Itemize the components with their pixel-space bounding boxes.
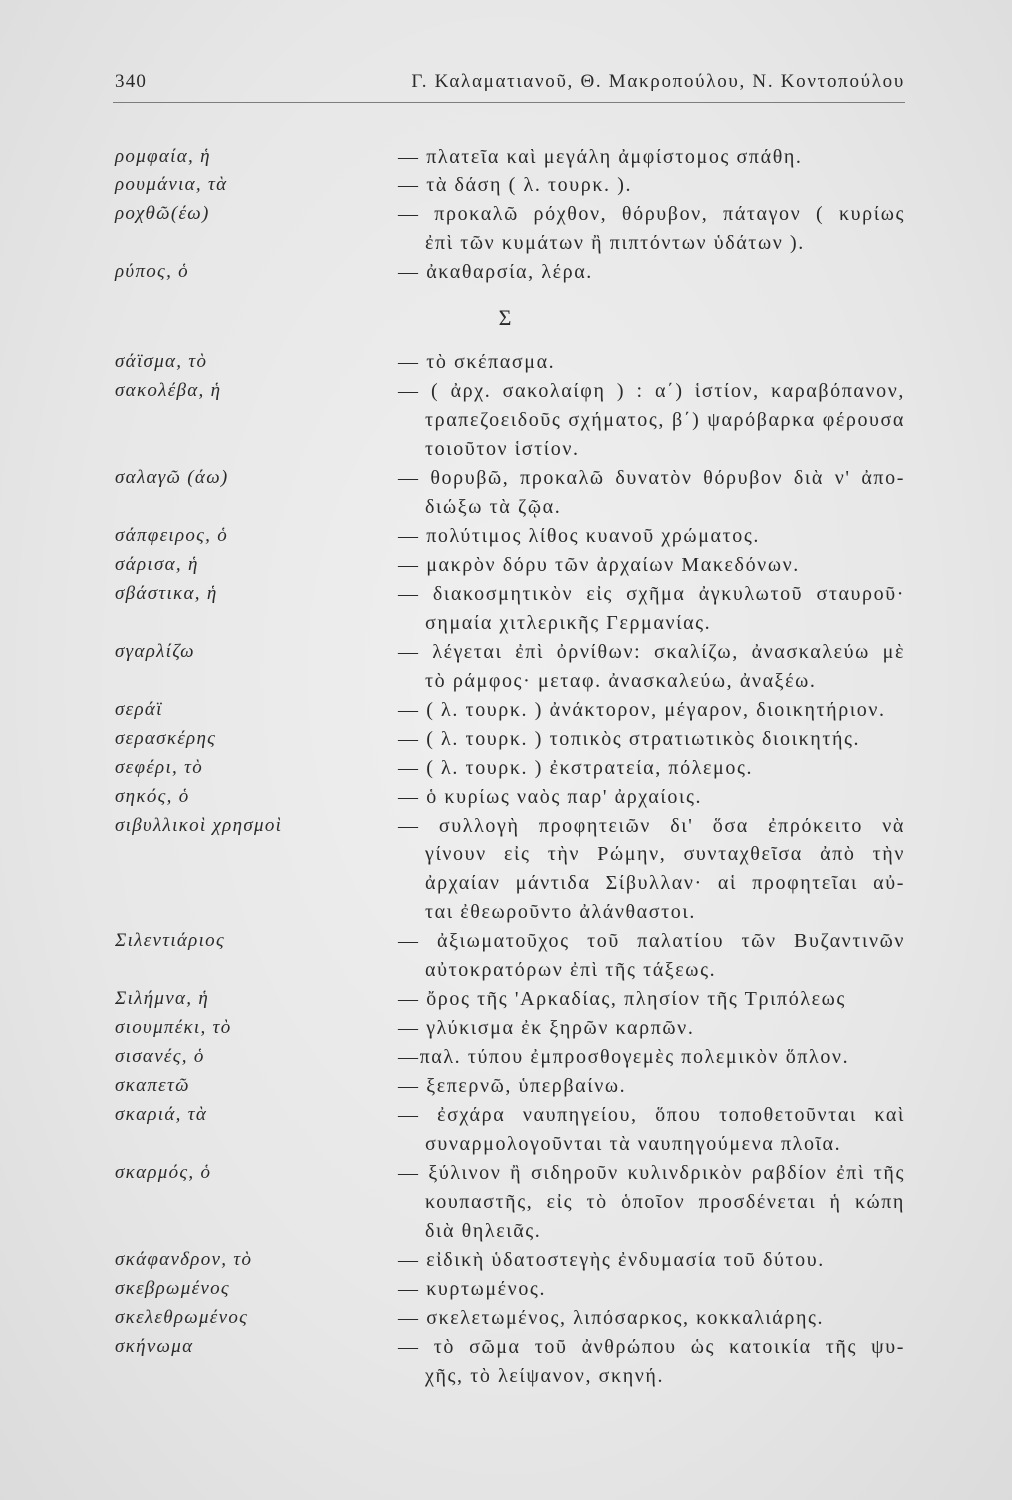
- glossary-entry: [115, 1304, 905, 1333]
- glossary-entry: [115, 696, 905, 725]
- definition-line: — τὸ σκέπασμα.: [398, 351, 556, 374]
- entry-definition: [398, 143, 905, 172]
- glossary-entry: [115, 348, 905, 377]
- definition-line: χῆς, τὸ λείψανον, σκηνή.: [425, 1364, 665, 1387]
- glossary-entry: [115, 1246, 905, 1275]
- entry-definition: [398, 348, 905, 377]
- entry-definition: [398, 783, 905, 812]
- entry-definition: [398, 1275, 905, 1304]
- entry-term: ρομφαία, ἡ: [115, 145, 211, 167]
- glossary-entry: [115, 754, 905, 783]
- entry-term: Σιλεντιάριος: [115, 930, 225, 952]
- entry-definition: [398, 171, 905, 200]
- glossary-entry: [115, 725, 905, 754]
- entry-definition: [398, 522, 905, 551]
- glossary-entry: [115, 927, 905, 985]
- definition-line: — ἀκαθαρσία, λέρα.: [398, 261, 593, 284]
- definition-line: αὐτοκρατόρων ἐπὶ τῆς τάξεως.: [425, 959, 717, 982]
- definition-line: — τὰ δάση ( λ. τουρκ. ).: [398, 174, 633, 197]
- definition-line: — ἀξιωματοῦχος τοῦ παλατίου τῶν Βυζαντινῶν: [398, 930, 905, 953]
- entry-term: σβάστικα, ἡ: [115, 582, 218, 604]
- entry-term: σιβυλλικοὶ χρησμοὶ: [115, 814, 283, 836]
- running-title: Γ. Καλαματιανοῦ, Θ. Μακροπούλου, Ν. Κοντοπούλου: [411, 71, 905, 92]
- definition-line: ται ἐθεωροῦντο ἀλάνθαστοι.: [425, 901, 696, 924]
- entry-definition: [398, 1072, 905, 1101]
- glossary-entry: [115, 783, 905, 812]
- glossary-entry: [115, 1333, 905, 1391]
- glossary-entry: [115, 1159, 905, 1246]
- entry-definition: [398, 638, 905, 696]
- header-rule: [113, 102, 905, 103]
- glossary-entry: [115, 1101, 905, 1159]
- glossary-entry: [115, 1014, 905, 1043]
- definition-line: — ( λ. τουρκ. ) ἀνάκτορον, μέγαρον, διοικητήριον.: [398, 698, 886, 721]
- definition-line: — μακρὸν δόρυ τῶν ἀρχαίων Μακεδόνων.: [398, 553, 800, 576]
- definition-line: — διακοσμητικὸν εἰς σχῆμα ἀγκυλωτοῦ σταυροῦ·: [398, 582, 905, 605]
- definition-line: σημαία χιτλερικῆς Γερμανίας.: [425, 611, 712, 634]
- page-number: 340: [115, 71, 148, 92]
- entry-definition: [398, 200, 905, 258]
- definition-line: τοιοῦτον ἱστίον.: [425, 438, 580, 461]
- entry-term: ροχθῶ(έω): [115, 203, 210, 225]
- entry-definition: [398, 1333, 905, 1391]
- entry-definition: [398, 1159, 905, 1246]
- entry-term: σερασκέρης: [115, 727, 217, 749]
- entry-definition: [398, 985, 905, 1014]
- entry-term: σηκός, ὁ: [115, 785, 190, 807]
- glossary-entry: [115, 143, 905, 172]
- entry-term: ρύπος, ὁ: [115, 261, 189, 283]
- entry-definition: [398, 464, 905, 522]
- entry-definition: [398, 754, 905, 783]
- glossary-entry: [115, 985, 905, 1014]
- glossary-entry: [115, 812, 905, 928]
- definition-line: γίνουν εἰς τὴν Ρώμην, συνταχθεῖσα ἀπὸ τὴν: [425, 843, 905, 866]
- entry-term: σιουμπέκι, τὸ: [115, 1017, 232, 1039]
- glossary: [115, 143, 905, 1391]
- glossary-entry: [115, 580, 905, 638]
- entry-definition: [398, 927, 905, 985]
- entry-term: σκάφανδρον, τὸ: [115, 1248, 253, 1270]
- definition-line: — ἐσχάρα ναυπηγείου, ὅπου τοποθετοῦνται καὶ: [398, 1104, 905, 1127]
- rho-entries: [115, 143, 905, 288]
- entry-definition: [398, 551, 905, 580]
- entry-definition: [398, 377, 905, 464]
- entry-definition: [398, 1043, 905, 1072]
- glossary-entry: [115, 464, 905, 522]
- entry-term: σκαρμός, ὁ: [115, 1161, 212, 1183]
- entry-term: σκήνωμα: [115, 1335, 194, 1357]
- definition-line: — εἰδικὴ ὑδατοστεγὴς ἐνδυμασία τοῦ δύτου.: [398, 1248, 825, 1271]
- definition-line: — τὸ σῶμα τοῦ ἀνθρώπου ὡς κατοικία τῆς ψυ-: [398, 1335, 905, 1358]
- entry-definition: [398, 812, 905, 928]
- definition-line: — πλατεῖα καὶ μεγάλη ἀμφίστομος σπάθη.: [398, 145, 803, 168]
- entry-term: σάρισα, ἡ: [115, 553, 199, 575]
- entry-definition: [398, 1101, 905, 1159]
- entry-term: σγαρλίζω: [115, 640, 195, 662]
- entry-definition: [398, 1246, 905, 1275]
- glossary-entry: [115, 258, 905, 287]
- definition-line: τραπεζοειδοῦς σχήματος, β΄) ψαρόβαρκα φέρουσα: [425, 409, 905, 432]
- glossary-entry: [115, 377, 905, 464]
- entry-term: σεφέρι, τὸ: [115, 756, 204, 778]
- section-letter-sigma: Σ: [498, 305, 512, 331]
- entry-term: σακολέβα, ἡ: [115, 380, 222, 402]
- definition-line: — ( λ. τουρκ. ) ἐκστρατεία, πόλεμος.: [398, 756, 754, 779]
- entry-definition: [398, 258, 905, 287]
- definition-line: — γλύκισμα ἐκ ξηρῶν καρπῶν.: [398, 1017, 695, 1040]
- definition-line: — πολύτιμος λίθος κυανοῦ χρώματος.: [398, 524, 760, 547]
- definition-line: — ὄρος τῆς 'Αρκαδίας, πλησίον τῆς Τριπόλεως: [398, 988, 846, 1011]
- entry-term: σάϊσμα, τὸ: [115, 351, 208, 373]
- entry-term: σκαπετῶ: [115, 1075, 190, 1097]
- definition-line: ἐπὶ τῶν κυμάτων ἢ πιπτόντων ὑδάτων ).: [425, 232, 805, 255]
- definition-line: διὰ θηλειᾶς.: [425, 1219, 542, 1242]
- definition-line: — ( ἀρχ. σακολαίφη ) : α΄) ἱστίον, καραβόπανον,: [398, 380, 905, 403]
- glossary-entry: [115, 638, 905, 696]
- definition-line: — ὁ κυρίως ναὸς παρ' ἀρχαίοις.: [398, 785, 703, 808]
- entry-definition: [398, 696, 905, 725]
- definition-line: διώξω τὰ ζῷα.: [425, 496, 562, 519]
- definition-line: — ξεπερνῶ, ὑπερβαίνω.: [398, 1075, 627, 1098]
- glossary-entry: [115, 551, 905, 580]
- definition-line: —παλ. τύπου ἐμπροσθογεμὲς πολεμικὸν ὅπλον.: [398, 1046, 850, 1069]
- sigma-entries: [115, 348, 905, 1390]
- glossary-entry: [115, 1275, 905, 1304]
- entry-definition: [398, 725, 905, 754]
- definition-line: ἀρχαίαν μάντιδα Σίβυλλαν· αἱ προφητεῖαι αὐ-: [425, 872, 905, 895]
- definition-line: — ( λ. τουρκ. ) τοπικὸς στρατιωτικὸς διοικητής.: [398, 727, 861, 750]
- definition-line: τὸ ράμφος· μεταφ. ἀνασκαλεύω, ἀναξέω.: [425, 669, 817, 692]
- definition-line: συναρμολογοῦνται τὰ ναυπηγούμενα πλοῖα.: [425, 1133, 842, 1155]
- entry-term: σαλαγῶ (άω): [115, 467, 229, 489]
- glossary-entry: [115, 200, 905, 258]
- definition-line: — σκελετωμένος, λιπόσαρκος, κοκκαλιάρης.: [398, 1306, 825, 1329]
- glossary-entry: [115, 1043, 905, 1072]
- entry-definition: [398, 1014, 905, 1043]
- entry-term: Σιλήμνα, ἡ: [115, 988, 210, 1010]
- glossary-entry: [115, 522, 905, 551]
- entry-term: σεράϊ: [115, 698, 163, 720]
- definition-line: — προκαλῶ ρόχθον, θόρυβον, πάταγον ( κυρίως: [398, 203, 905, 226]
- entry-term: σκελεθρωμένος: [115, 1306, 249, 1328]
- entry-definition: [398, 580, 905, 638]
- definition-line: κουπαστῆς, εἰς τὸ ὁποῖον προσδένεται ἡ κώπη: [425, 1190, 905, 1213]
- glossary-entry: [115, 171, 905, 200]
- definition-line: — συλλογὴ προφητειῶν δι' ὅσα ἐπρόκειτο νὰ: [398, 814, 905, 837]
- glossary-entry: [115, 1072, 905, 1101]
- entry-term: σκαριά, τὰ: [115, 1104, 208, 1126]
- entry-term: σάπφειρος, ὁ: [115, 524, 229, 546]
- entry-term: σκεβρωμένος: [115, 1277, 230, 1299]
- definition-line: — ξύλινον ἢ σιδηροῦν κυλινδρικὸν ραβδίον ἐπὶ τῆς: [398, 1161, 905, 1184]
- entry-definition: [398, 1304, 905, 1333]
- entry-term: ρουμάνια, τὰ: [115, 174, 228, 196]
- definition-line: — λέγεται ἐπὶ ὀρνίθων: σκαλίζω, ἀνασκαλεύω μὲ: [398, 640, 905, 663]
- definition-line: — θορυβῶ, προκαλῶ δυνατὸν θόρυβον διὰ ν' ἀπο-: [398, 467, 905, 490]
- entry-term: σισανές, ὁ: [115, 1046, 205, 1068]
- definition-line: — κυρτωμένος.: [398, 1277, 547, 1300]
